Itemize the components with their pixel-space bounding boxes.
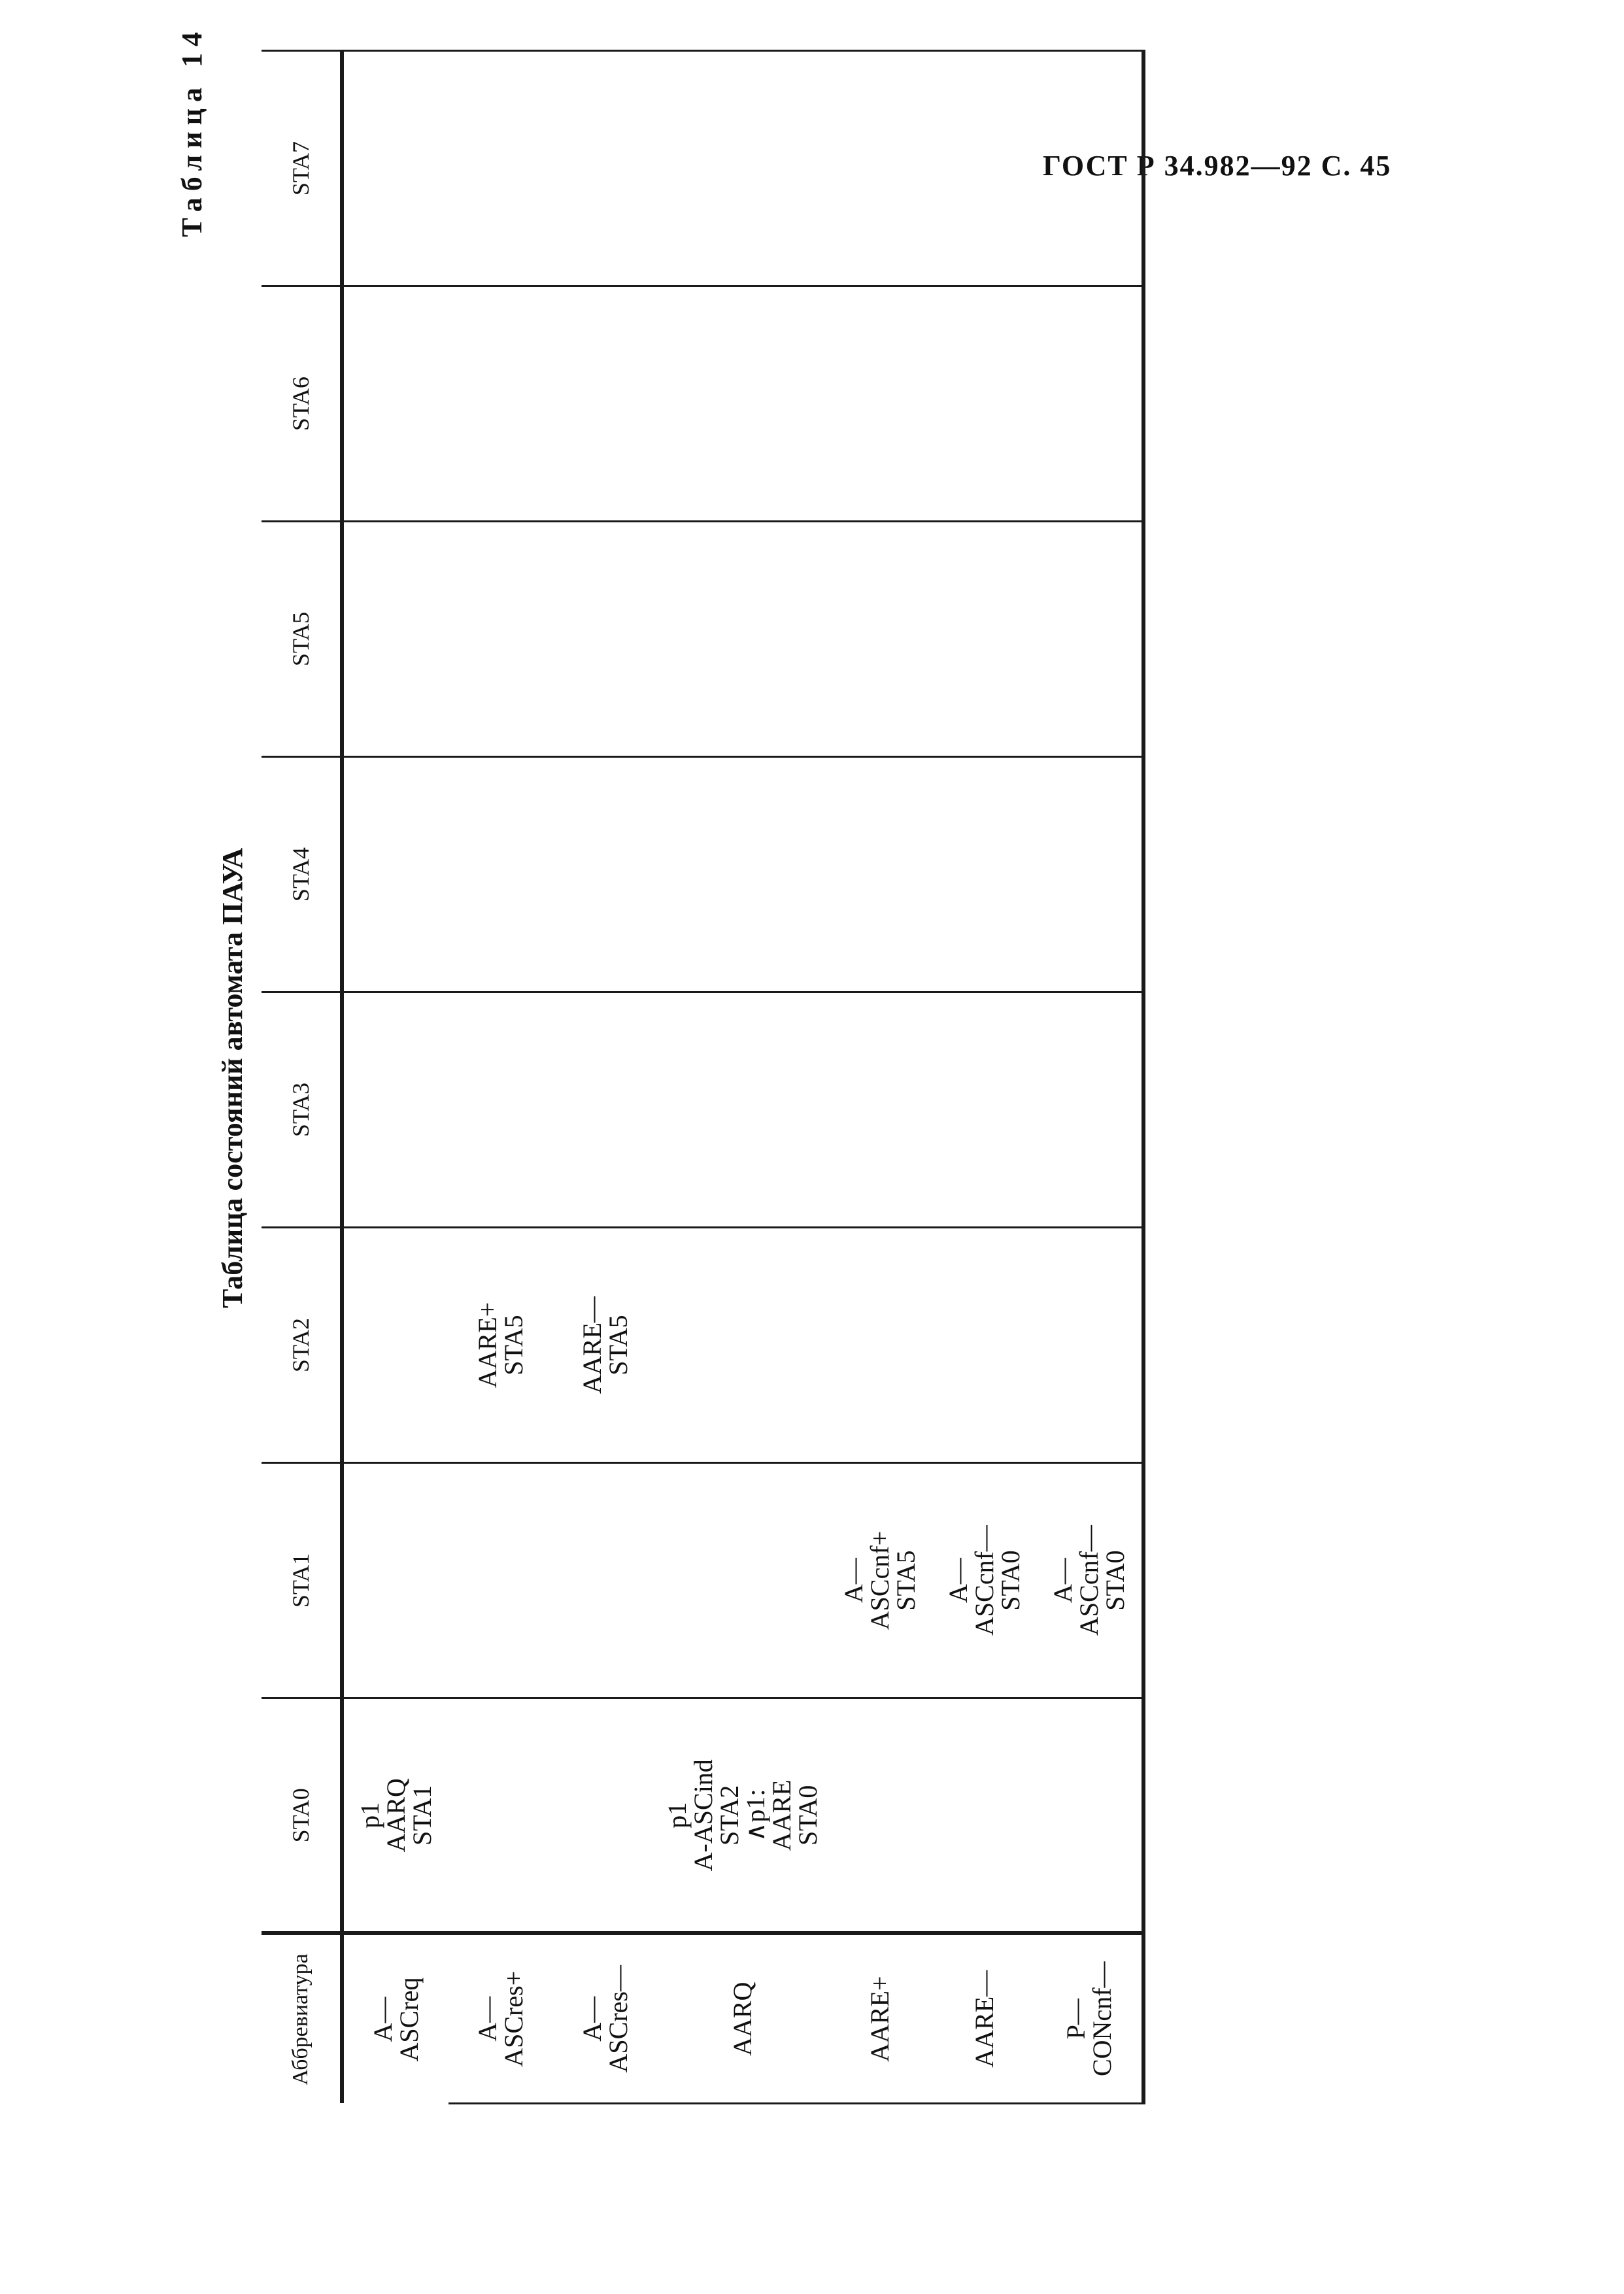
table-cell: p1 AARQ STA1 — [342, 1698, 448, 1934]
table-cell — [342, 992, 448, 1228]
column-header-sta4: STA4 — [262, 757, 342, 992]
column-header-sta7: STA7 — [262, 51, 342, 286]
table-cell — [1037, 757, 1143, 992]
column-header-sta6: STA6 — [262, 286, 342, 522]
table-cell — [658, 51, 828, 286]
page-header: ГОСТ Р 34.982—92 С. 45 — [1043, 150, 1392, 182]
table-cell — [1037, 286, 1143, 522]
table-header-row — [262, 51, 342, 2104]
table-cell — [448, 992, 553, 1228]
table-cell — [448, 1698, 553, 1934]
table-row — [828, 51, 932, 2104]
table-cell — [448, 522, 553, 757]
table-cell — [828, 1698, 932, 1934]
row-abbreviation: A— ASCres— — [553, 1934, 658, 2104]
table-cell — [553, 1463, 658, 1698]
table-title: Таблица состояний автомата ПАУА — [216, 848, 248, 1308]
table-cell — [658, 757, 828, 992]
column-header-sta3: STA3 — [262, 992, 342, 1228]
table-cell — [1037, 1698, 1143, 1934]
column-header-sta5: STA5 — [262, 522, 342, 757]
table-cell: AARE+ STA5 — [448, 1228, 553, 1463]
table-cell — [1037, 1228, 1143, 1463]
table-cell — [828, 51, 932, 286]
state-table — [262, 50, 1145, 2104]
table-cell — [932, 286, 1037, 522]
column-header-sta1: STA1 — [262, 1463, 342, 1698]
table-cell: p1 A-ASCind STA2 ∧p1: AARE STA0 — [658, 1698, 828, 1934]
table-cell — [932, 1698, 1037, 1934]
table-cell — [448, 51, 553, 286]
row-abbreviation: P— CONcnf— — [1037, 1934, 1143, 2104]
table-cell — [658, 522, 828, 757]
table-row — [658, 51, 828, 2104]
table-cell — [448, 286, 553, 522]
table-row — [342, 51, 448, 2104]
table-row — [1037, 51, 1143, 2104]
table-cell — [658, 286, 828, 522]
table-cell — [448, 757, 553, 992]
table-row — [448, 51, 553, 2104]
table-cell — [342, 522, 448, 757]
table-cell — [1037, 51, 1143, 286]
table-cell — [932, 992, 1037, 1228]
table-cell — [342, 1228, 448, 1463]
table-cell — [932, 51, 1037, 286]
row-abbreviation: AARQ — [658, 1934, 828, 2104]
table-cell — [1037, 522, 1143, 757]
table-cell: A— ASCcnf+ STA5 — [828, 1463, 932, 1698]
table-cell — [932, 1228, 1037, 1463]
table-cell — [553, 51, 658, 286]
table-cell — [342, 51, 448, 286]
table-cell: A— ASCcnf— STA0 — [932, 1463, 1037, 1698]
row-abbreviation: AARE+ — [828, 1934, 932, 2104]
column-header-abbreviation: Аббревиатура — [262, 1934, 342, 2104]
column-header-sta2: STA2 — [262, 1228, 342, 1463]
table-cell — [342, 757, 448, 992]
table-cell — [828, 522, 932, 757]
table-cell — [828, 757, 932, 992]
table-cell — [828, 286, 932, 522]
table-cell: AARE— STA5 — [553, 1228, 658, 1463]
table-cell — [658, 1463, 828, 1698]
table-cell — [553, 522, 658, 757]
table-cell — [342, 286, 448, 522]
table-cell — [448, 1463, 553, 1698]
row-abbreviation: AARE— — [932, 1934, 1037, 2104]
table-cell — [658, 1228, 828, 1463]
table-cell — [553, 1698, 658, 1934]
table-cell — [828, 992, 932, 1228]
table-number-label: Таблица 14 — [176, 25, 208, 237]
table-cell — [932, 757, 1037, 992]
table-cell — [553, 286, 658, 522]
table-cell — [658, 992, 828, 1228]
table-cell — [1037, 992, 1143, 1228]
table-row — [932, 51, 1037, 2104]
table-cell — [932, 522, 1037, 757]
table-cell: A— ASCcnf— STA0 — [1037, 1463, 1143, 1698]
table-cell — [342, 1463, 448, 1698]
row-abbreviation: A— ASCreq — [342, 1934, 448, 2104]
table-cell — [553, 992, 658, 1228]
column-header-sta0: STA0 — [262, 1698, 342, 1934]
row-abbreviation: A— ASCres+ — [448, 1934, 553, 2104]
table-cell — [553, 757, 658, 992]
table-cell — [828, 1228, 932, 1463]
table-row — [553, 51, 658, 2104]
